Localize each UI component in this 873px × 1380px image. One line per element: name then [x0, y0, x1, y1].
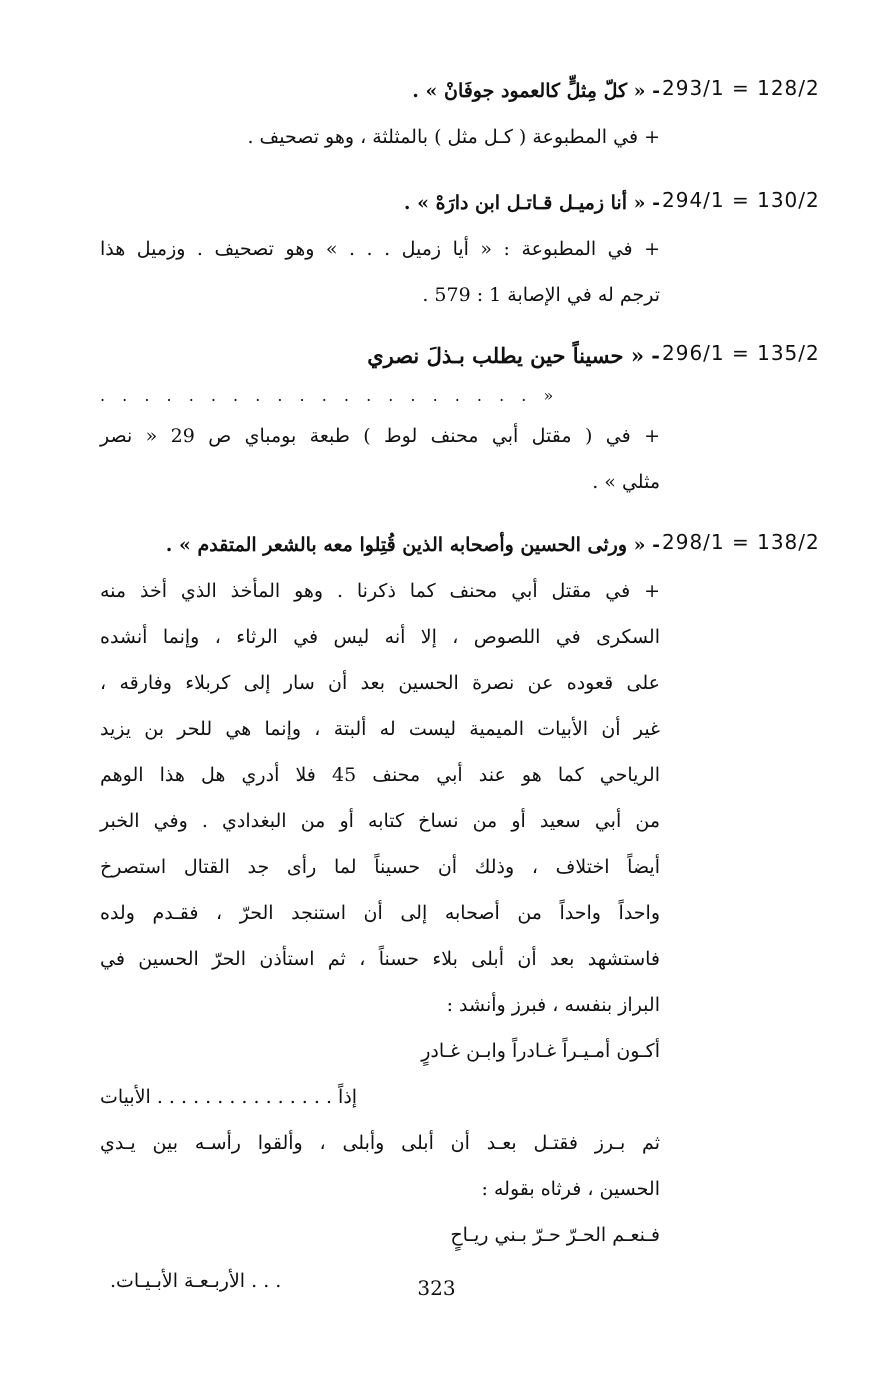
note-text: ترجم له في الإصابة 1 : 579 .	[422, 284, 660, 306]
note-text: فاستشهد بعد أن أبلى بلاء حسناً ، ثم استأذن الحرّ الحسين في	[100, 948, 660, 970]
note-text: + في ( مقتل أبي محنف لوط ) طبعة بومباي ص 29 « نصر	[100, 425, 660, 447]
note-text: الرياحي كما هو عند أبي محنف 45 فلا أدري هل هذا الوهم	[100, 764, 660, 786]
entry-body	[100, 180, 660, 318]
verse-line: . . . الأربـعـة الأبـيـات.	[110, 1270, 282, 1292]
note-text: على قعوده عن نصرة الحسين بعد أن سار إلى كربلاء وفارقه ،	[100, 672, 660, 694]
entry-reference: 294/1 = 130/2	[662, 188, 820, 212]
quoted-text: - « كلّ مِثلٍّ كالعمود جوفَانْ » .	[412, 80, 660, 102]
verse-line: فـنعـم الحـرّ حـرّ بـني ريـاحٍ	[450, 1224, 660, 1246]
note-text: + في المطبوعة : « أيا زميل . . . » وهو تصحيف . وزميل هذا	[100, 238, 660, 260]
note-text: البراز بنفسه ، فبرز وأنشد :	[446, 994, 660, 1016]
note-text: + في المطبوعة ( كـل مثل ) بالمثلثة ، وهو تصحيف .	[247, 126, 660, 148]
entry-reference: 298/1 = 138/2	[662, 530, 820, 554]
entry-body	[100, 333, 660, 505]
note-text: من أبي سعيد أو من نساخ كتابه أو من البغدادي . وفي الخبر	[100, 810, 660, 832]
note-text: مثلي » .	[592, 471, 660, 493]
entry-body	[100, 522, 660, 1304]
entry-reference: 293/1 = 128/2	[662, 76, 820, 100]
quoted-text: - « ورثى الحسين وأصحابه الذين قُتِلوا معه بالشعر المتقدم » .	[165, 534, 660, 556]
page-number: 323	[417, 1276, 456, 1300]
verse-line: إذاً . . . . . . . . . . . . . . . الأبيات	[100, 1086, 358, 1108]
note-text: واحداً واحداً من أصحابه إلى أن استنجد الحرّ ، فقـدم ولده	[100, 902, 660, 924]
note-text: غير أن الأبيات الميمية ليست له ألبتة ، وإنما هي للحر بن يزيد	[100, 718, 660, 740]
verse-ellipsis: . . . . . . . . . . . . . . . . . . . . »	[100, 386, 560, 405]
note-text: ثم بـرز فقتـل بعـد أن أبلى وأبلى ، وألقوا رأسـه بين يـدي	[100, 1132, 660, 1154]
note-text: السكرى في اللصوص ، إلا أنه ليس في الرثاء ، وإنما أنشده	[100, 626, 660, 648]
note-text: + في مقتل أبي محنف كما ذكرنا . وهو المأخذ الذي أخذ منه	[100, 580, 660, 602]
note-text: أيضاً اختلاف ، وذلك أن حسيناً لما رأى جد القتال استصرخ	[100, 856, 660, 878]
entry-reference: 296/1 = 135/2	[662, 341, 820, 365]
verse-line: - « حسيناً حين يطلب بـذلَ نصري	[367, 343, 660, 368]
verse-line: أكـون أمـيـراً غـادراً وابـن غـادرٍ	[421, 1040, 660, 1062]
note-text: الحسين ، فرثاه بقوله :	[481, 1178, 660, 1200]
quoted-text: - « أنا زميـل قـاتـل ابن دارَهْ » .	[403, 192, 660, 214]
entry-body	[100, 68, 660, 160]
